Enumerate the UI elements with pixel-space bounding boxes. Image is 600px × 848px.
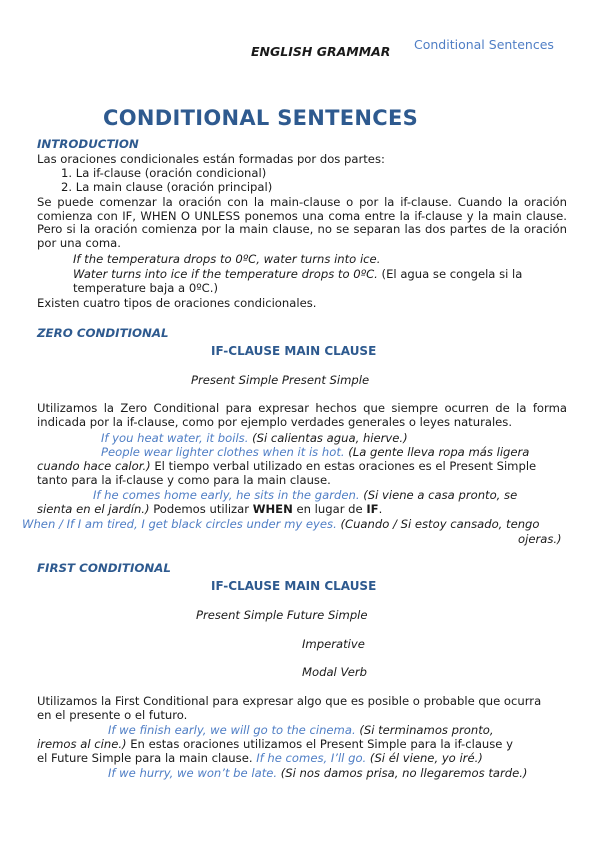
section-heading-first-conditional: FIRST CONDITIONAL (37, 561, 171, 575)
zero-clauses-header: IF-CLAUSE MAIN CLAUSE (211, 344, 377, 358)
zero-paragraph-2b: tanto para la if-clause y como para la main clause. (37, 473, 331, 487)
zero-example-1: If you heat water, it boils. (Si calientas agua, hierve.) (101, 431, 408, 445)
first-example-1: If we finish early, we will go to the cinema. (Si terminamos pronto, (108, 723, 494, 737)
section-heading-zero-conditional: ZERO CONDITIONAL (37, 326, 169, 340)
list-item-main-clause: 2. La main clause (oración principal) (61, 180, 273, 194)
zero-paragraph-1: Utilizamos la Zero Conditional para expresar hechos que siempre ocurren de la forma indicada por la if-clause, como por ejemplo verdades generales o leyes naturales. (37, 401, 567, 429)
running-header-subtitle: Conditional Sentences (414, 37, 554, 52)
intro-line: Las oraciones condicionales están formadas por dos partes: (37, 152, 385, 166)
first-paragraph-1b: en el presente o el futuro. (37, 708, 188, 722)
zero-example-2: People wear lighter clothes when it is hot. (La gente lleva ropa más ligera (101, 445, 530, 459)
first-paragraph-1a: Utilizamos la First Conditional para expresar algo que es posible o probable que ocurra (37, 694, 542, 708)
first-paragraph-2b: el Future Simple para la main clause. If he comes, I’ll go. (Si él viene, yo iré.) (37, 751, 483, 765)
zero-paragraph-2a: cuando hace calor.) El tiempo verbal utilizado en estas oraciones es el Present Simple (37, 459, 537, 473)
first-example-3: If we hurry, we won’t be late. (Si nos damos prisa, no llegaremos tarde.) (108, 766, 528, 780)
list-item-if-clause: 1. La if-clause (oración condicional) (61, 166, 267, 180)
intro-example-2: Water turns into ice if the temperature drops to 0ºC. (El agua se congela si la (73, 267, 523, 281)
zero-example-4-translation: ojeras.) (518, 532, 562, 546)
zero-example-4: When / If I am tired, I get black circles under my eyes. (Cuando / Si estoy cansado, tengo (22, 517, 540, 531)
first-clauses-header: IF-CLAUSE MAIN CLAUSE (211, 579, 377, 593)
intro-paragraph: Se puede comenzar la oración con la main-clause o por la if-clause. Cuando la oración comienza con IF, WHEN O UNLESS ponemos una coma entre la if-clause y la main clause. Pero si la oración comienza por la main clause, no se separan las dos partes de la oración por una coma. (37, 195, 567, 250)
section-heading-introduction: INTRODUCTION (37, 137, 139, 151)
zero-tenses: Present Simple Present Simple (191, 373, 370, 387)
page-title: CONDITIONAL SENTENCES (103, 106, 419, 130)
first-paragraph-2a: iremos al cine.) En estas oraciones utilizamos el Present Simple para la if-clause y (37, 737, 513, 751)
intro-example-1: If the temperatura drops to 0ºC, water turns into ice. (73, 252, 381, 266)
zero-example-3: If he comes home early, he sits in the garden. (Si viene a casa pronto, se (93, 488, 518, 502)
first-alternative-imperative: Imperative (302, 637, 365, 651)
zero-paragraph-3: sienta en el jardín.) Podemos utilizar WHEN en lugar de IF. (37, 502, 383, 516)
first-alternative-modal-verb: Modal Verb (302, 665, 367, 679)
running-header-title: ENGLISH GRAMMAR (251, 44, 391, 59)
intro-example-2-note: temperature baja a 0ºC.) (73, 281, 218, 295)
intro-closing: Existen cuatro tipos de oraciones condicionales. (37, 296, 317, 310)
first-tenses: Present Simple Future Simple (196, 608, 368, 622)
